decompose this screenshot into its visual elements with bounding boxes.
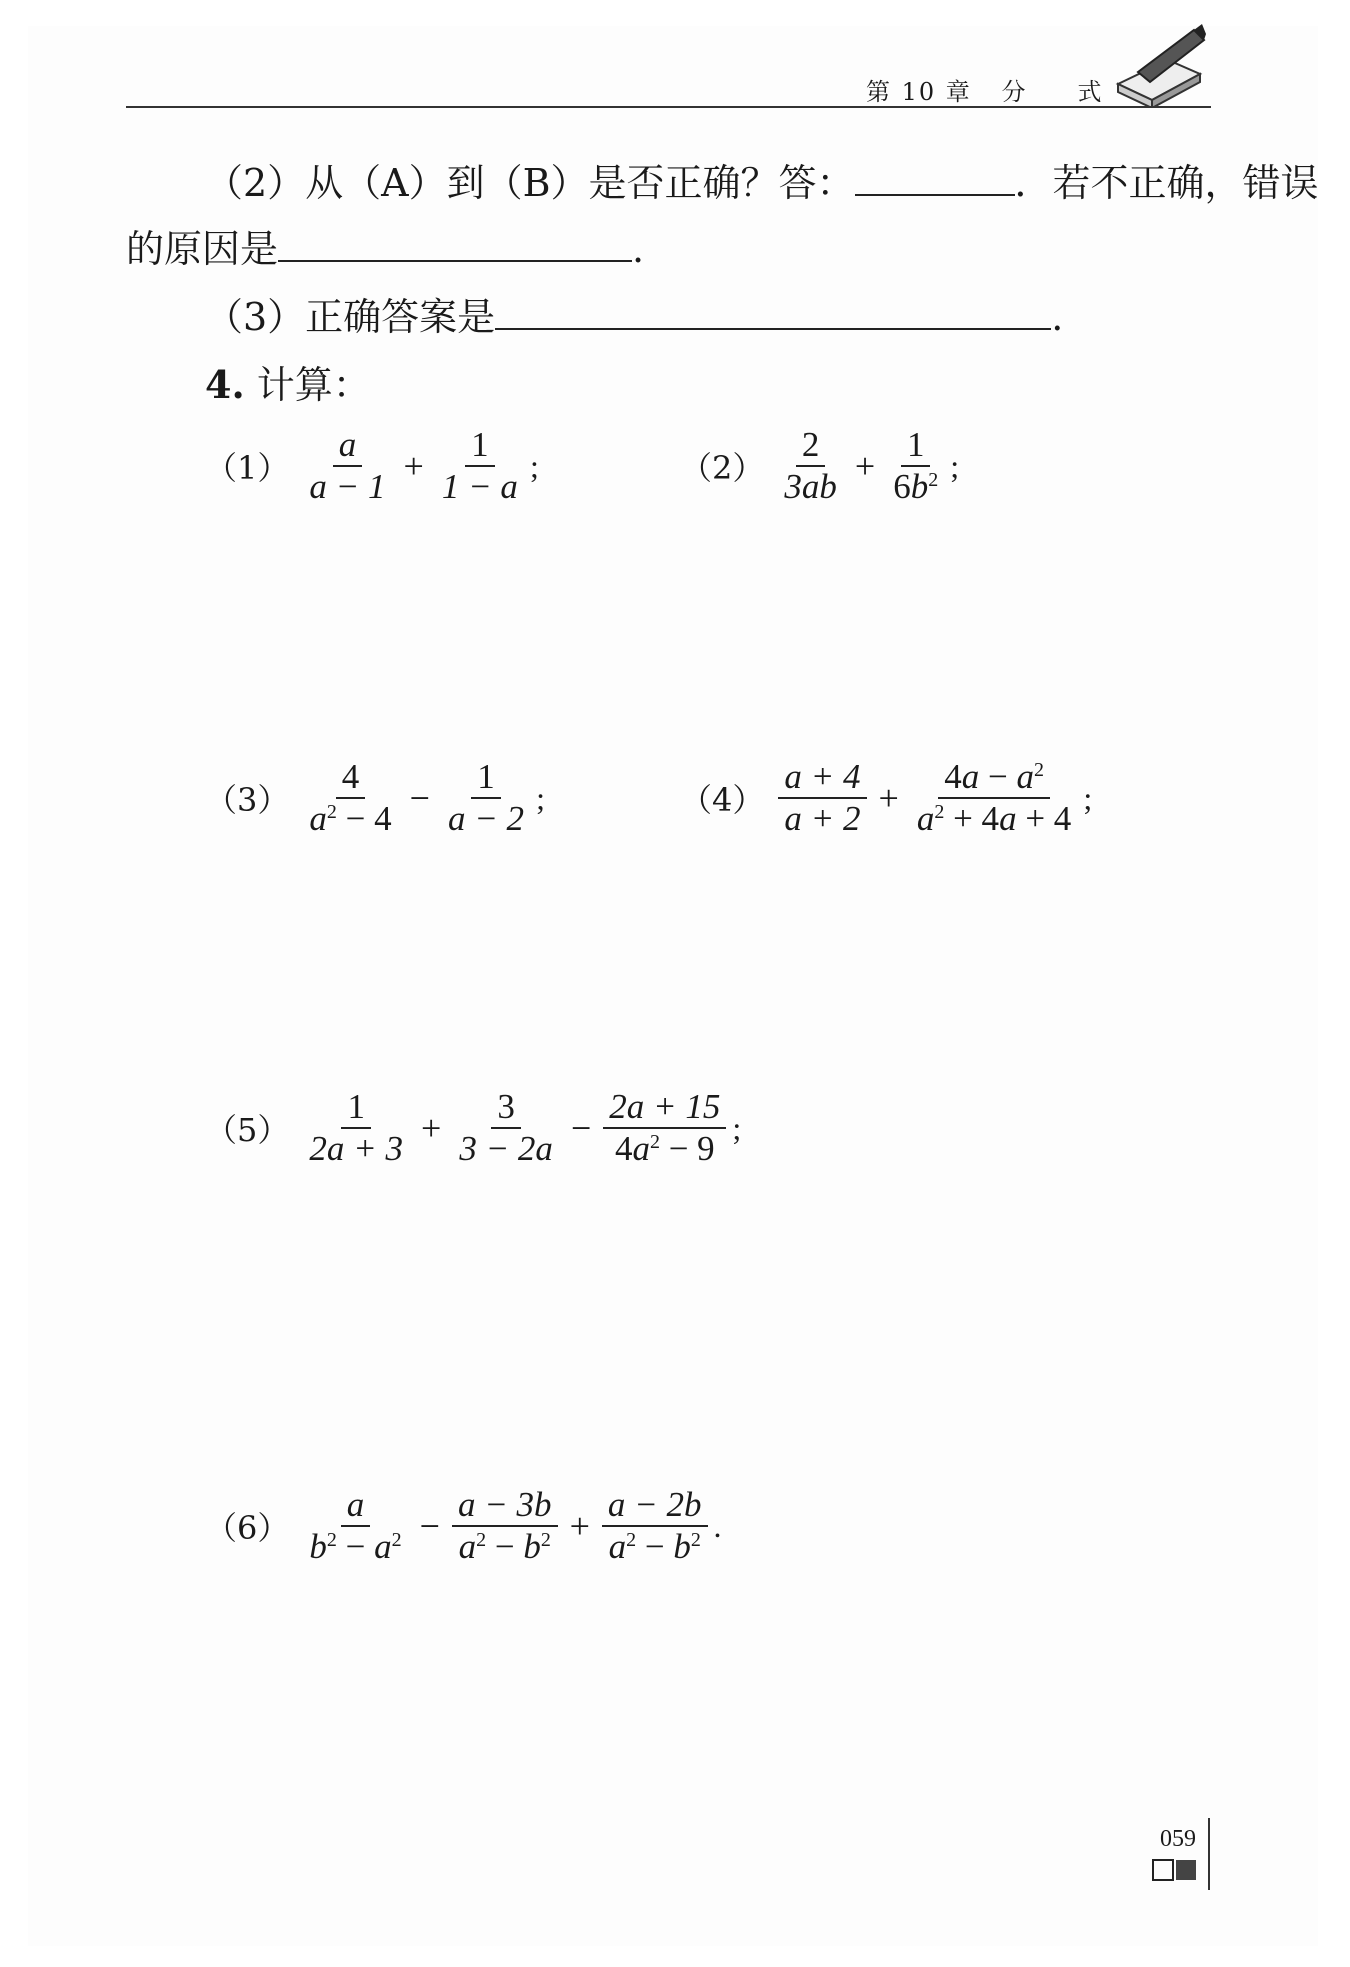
fraction: $\frac{1}{1 - a}$ (441, 425, 518, 506)
reason-blank[interactable] (278, 222, 632, 262)
fraction: $\frac{a - 3b}{a^2 - b^2}$ (452, 1485, 558, 1567)
question-3-part-2 (205, 152, 1319, 207)
chapter-header (866, 72, 1103, 107)
fraction: $\frac{1}{2a + 3}$ (309, 1087, 403, 1168)
chapter-title-char-2: 式 (1077, 78, 1104, 106)
fraction: $\frac{3}{3 - 2a}$ (459, 1087, 553, 1168)
operator: + (878, 778, 899, 818)
problem-label: （6） (205, 1509, 290, 1547)
correct-answer-blank[interactable] (495, 290, 1051, 330)
fraction: $\frac{1}{6b^2}$ (893, 425, 939, 506)
q2-mid: ．若不正确，错误 (1014, 161, 1319, 205)
problem-3: （3） $\frac{4}{a^2 - 4}$ − $\frac{1}{a - 2}$ ; (205, 757, 545, 838)
q2-label: （2）从（A）到（B）是否正确？答： (205, 161, 855, 205)
problem-label: （1） (205, 449, 290, 487)
fraction: $\frac{a - 2b}{a^2 - b^2}$ (602, 1485, 708, 1567)
answer-blank[interactable] (855, 156, 1015, 196)
book-pencil-icon (1108, 22, 1208, 108)
q2-end: . (632, 227, 645, 271)
fraction: $\frac{4}{a^2 - 4}$ (309, 757, 392, 838)
question-4-heading (205, 354, 371, 409)
problem-label: （3） (205, 781, 290, 819)
chapter-title-char-1: 分 (1001, 78, 1028, 106)
operator: + (569, 1506, 590, 1546)
problem-6: （6） $\frac{a}{b^2 - a^2}$ − $\frac{a - 3b}{a^2 - b^2}$ + $\frac{a - 2b}{a^2 - b^2}$ . (205, 1485, 722, 1566)
problem-2: （2） $\frac{2}{3ab}$ + $\frac{1}{6b^2}$ ; (680, 425, 960, 506)
q2-line2: 的原因是 (126, 227, 279, 271)
fraction: $\frac{a}{a - 1}$ (309, 425, 386, 506)
problem-1: （1） $\frac{a}{a - 1}$ + $\frac{1}{1 - a}$ ; (205, 425, 539, 506)
operator: + (421, 1108, 442, 1148)
operator: − (419, 1506, 440, 1546)
question-3-part-2-line-2 (126, 218, 644, 273)
page-marker-icon (1152, 1858, 1200, 1884)
fraction: $\frac{a}{b^2 - a^2}$ (309, 1485, 402, 1566)
q3-end: . (1051, 295, 1064, 339)
page-number-rule (1208, 1818, 1210, 1890)
q3-label: （3）正确答案是 (205, 295, 496, 339)
fraction: $\frac{1}{a - 2}$ (447, 757, 525, 838)
header-rule (126, 106, 1211, 108)
page-number: 059 (1160, 1826, 1196, 1852)
chapter-number: 第 10 章 (866, 78, 972, 106)
operator: + (854, 446, 876, 486)
operator: + (403, 446, 424, 486)
question-instruction: 计算： (256, 363, 371, 407)
operator: − (570, 1108, 592, 1148)
operator: − (409, 778, 430, 818)
problem-5: （5） $\frac{1}{2a + 3}$ + $\frac{3}{3 - 2a}$ − $\frac{2a + 15}{4a^2 - 9}$ ; (205, 1087, 742, 1168)
problem-label: （4） (680, 781, 765, 819)
fraction: $\frac{2}{3ab}$ (784, 425, 837, 506)
question-3-part-3 (205, 286, 1063, 341)
question-number: 4. (205, 362, 245, 407)
fraction: $\frac{2a + 15}{4a^2 - 9}$ (603, 1087, 726, 1169)
fraction: $\frac{4a - a^2}{a^2 + 4a + 4}$ (916, 757, 1072, 838)
problem-label: （5） (205, 1111, 290, 1149)
fraction: $\frac{a + 4}{a + 2}$ (778, 757, 866, 839)
problem-4: （4） $\frac{a + 4}{a + 2}$ + $\frac{4a - a^2}{a^2 + 4a + 4}$ ; (680, 757, 1093, 838)
problem-label: （2） (680, 449, 765, 487)
